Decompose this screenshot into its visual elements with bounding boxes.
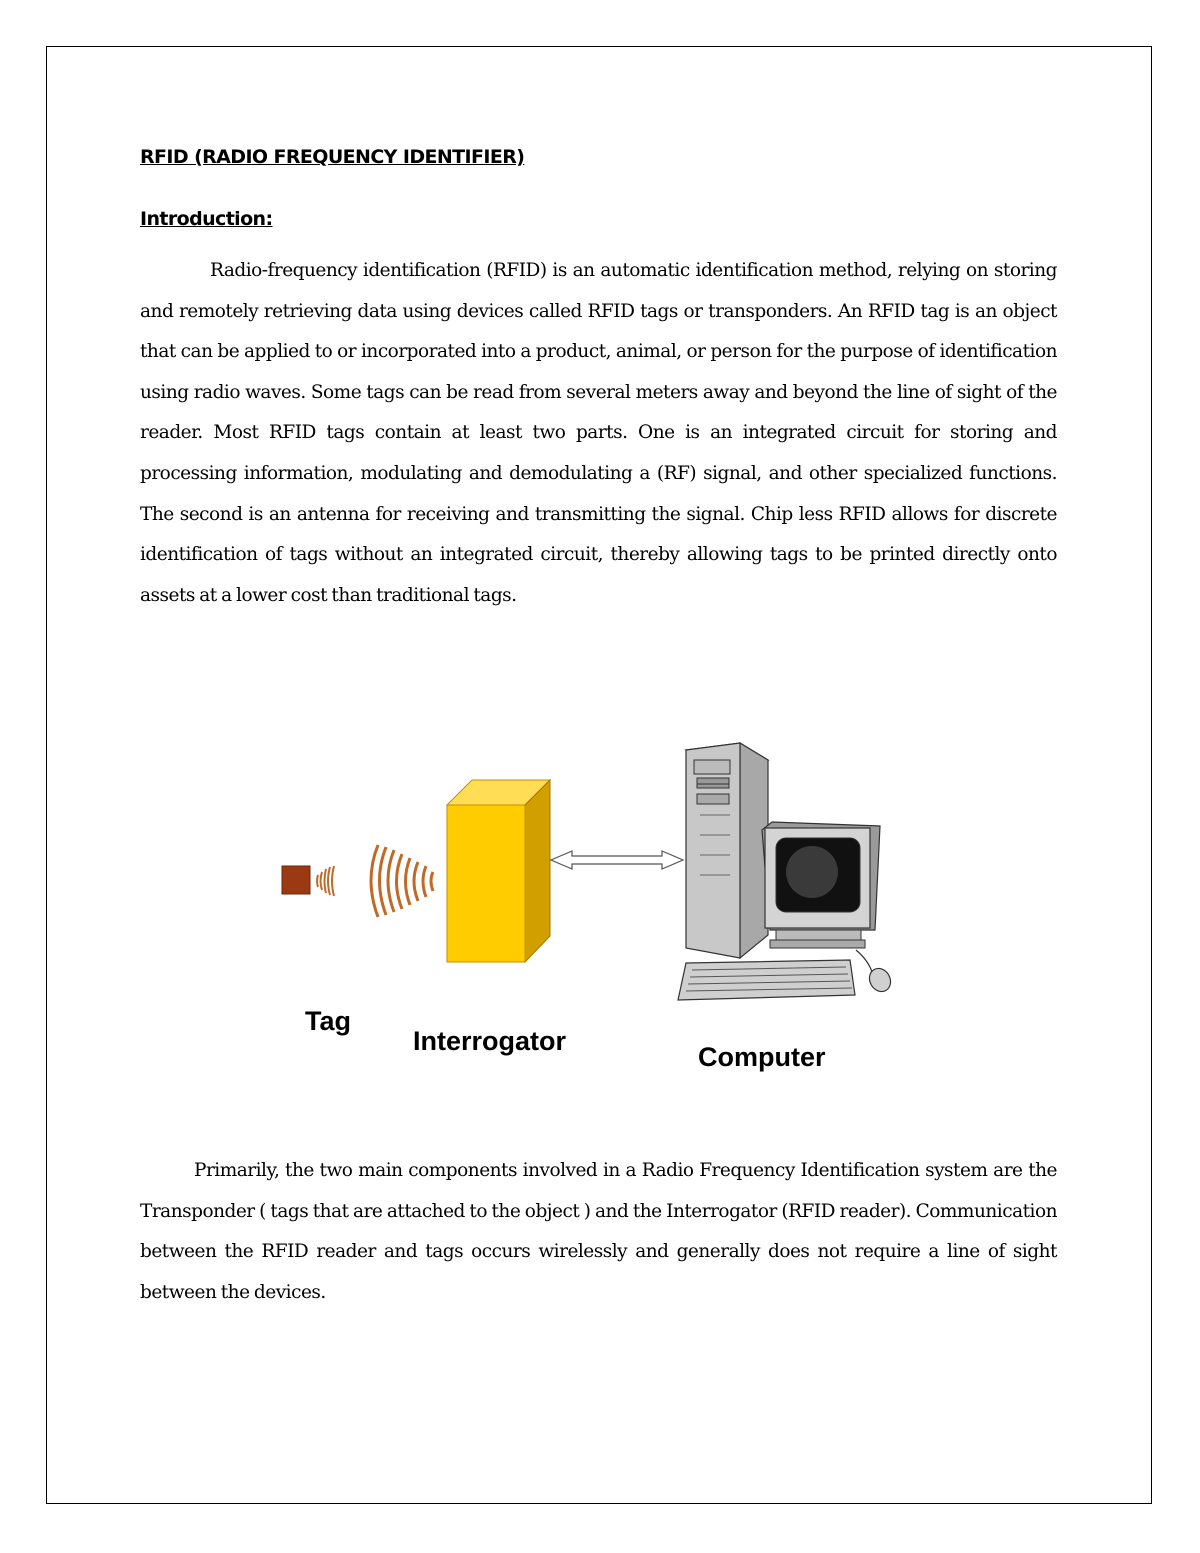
- interrogator-label: Interrogator: [413, 1026, 567, 1056]
- computer-tower: [686, 743, 768, 958]
- tag-label: Tag: [305, 1006, 351, 1036]
- tag-signal-waves: [317, 866, 334, 896]
- intro-paragraph: Radio-frequency identification (RFID) is an automatic identification method, relying on storing and remotely retrieving data using devices called RFID tags or transponders. An RFID tag is an object that can be applied to or incorporated into a product, animal, or person for the purpose of identification using radio waves. Some tags can be read from several meters away and beyond the line of sight of the reader. Most RFID tags contain at least two parts. One is an integrated circuit for storing and processing information, modulating and demodulating a (RF) signal, and other specialized functions. The second is an antenna for receiving and transmitting the signal. Chip less RFID allows for discrete identification of tags without an integrated circuit, thereby allowing tags to be printed directly onto assets at a lower cost than traditional tags.: [140, 260, 1057, 606]
- rfid-system-diagram: [270, 735, 930, 1095]
- computer-label: Computer: [698, 1042, 826, 1072]
- computer-mouse: [856, 950, 895, 995]
- bidirectional-arrow: [551, 851, 683, 869]
- introduction-heading: Introduction:: [140, 208, 273, 230]
- tag-chip: [282, 866, 310, 894]
- interrogator-box: [447, 780, 550, 962]
- components-paragraph: Primarily, the two main components involved in a Radio Frequency Identification system are the Transponder ( tags that are attached to the object ) and the Interrogator (RFID reader). Communication between the RFID reader and tags occurs wirelessly and generally does not require a line of sight between the devices.: [140, 1160, 1057, 1303]
- reader-signal-waves: [371, 845, 433, 917]
- document-title: RFID (RADIO FREQUENCY IDENTIFIER): [140, 146, 525, 168]
- computer-monitor: [762, 822, 880, 948]
- computer-keyboard: [678, 960, 855, 1000]
